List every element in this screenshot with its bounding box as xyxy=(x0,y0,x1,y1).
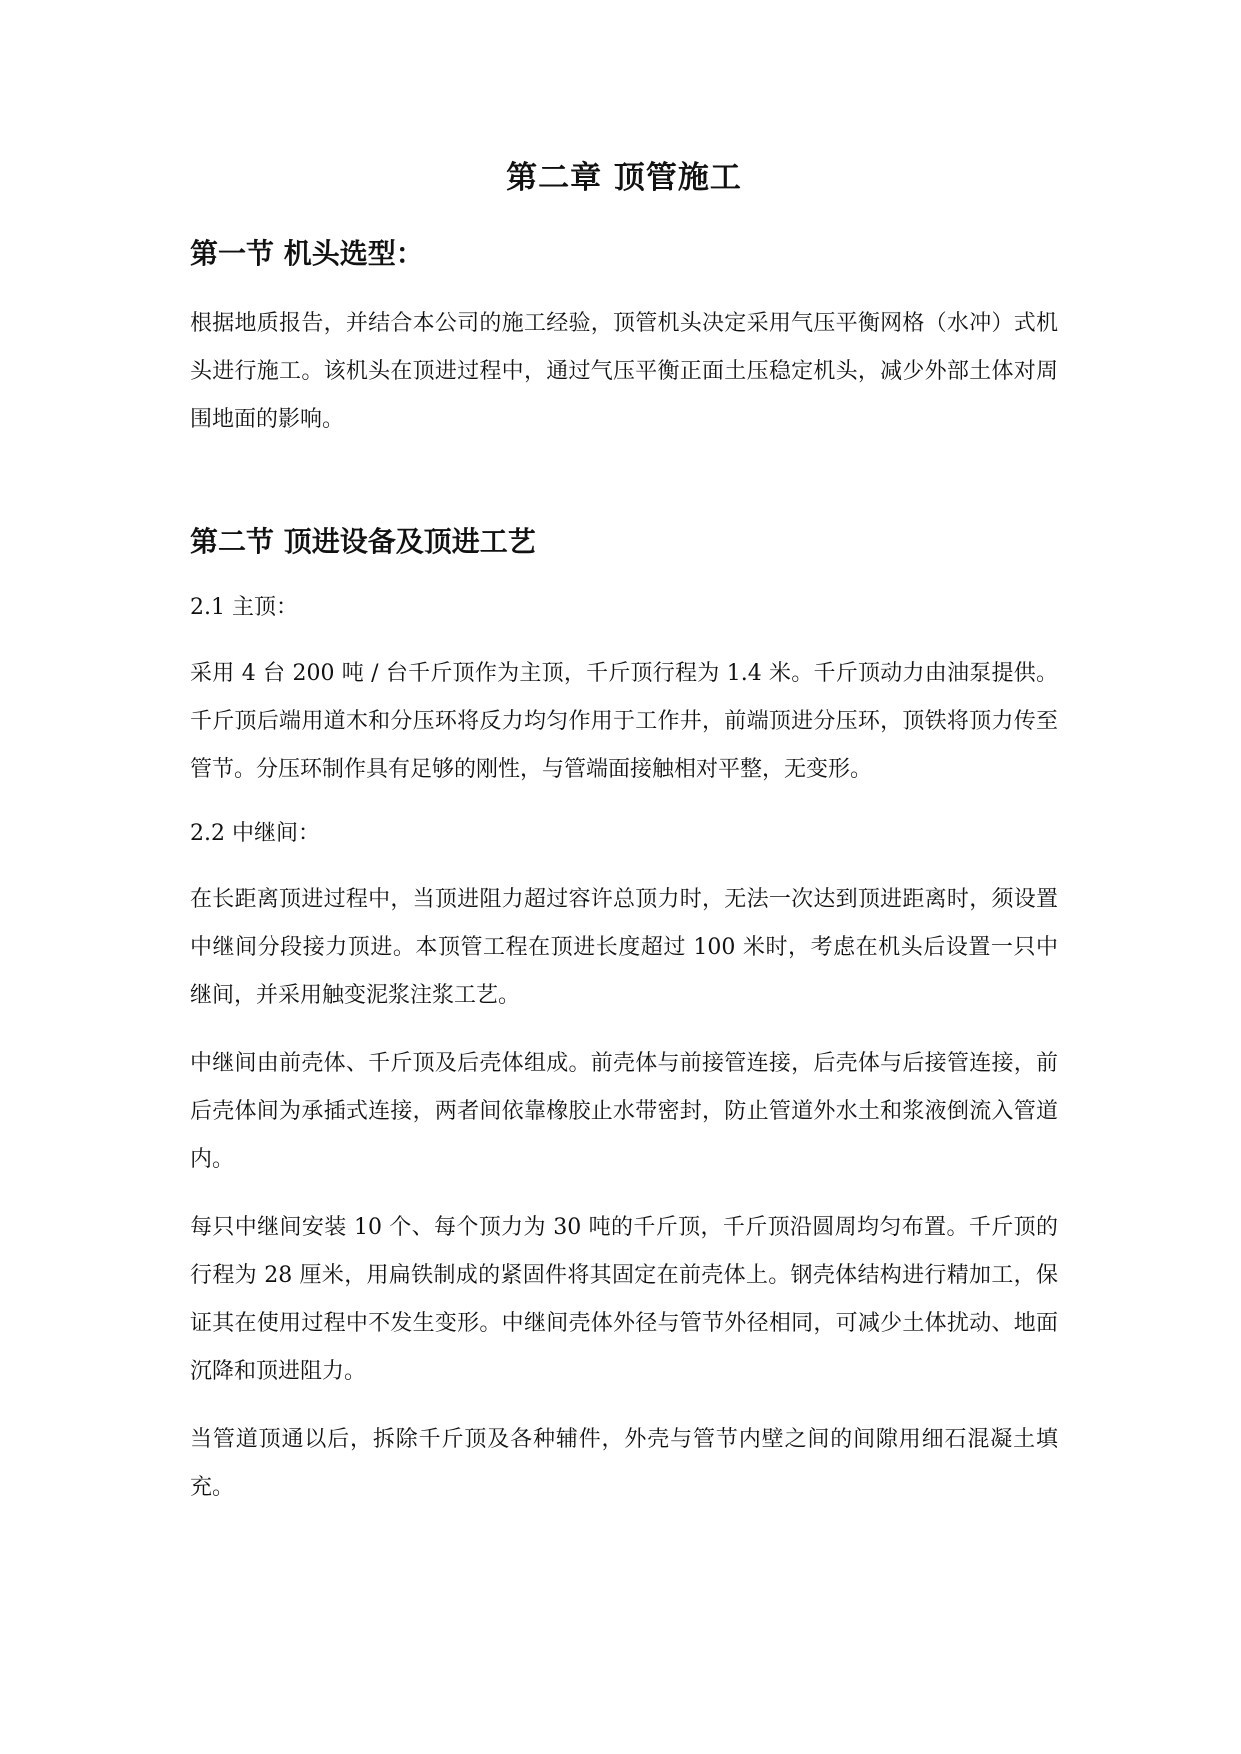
relay-station-paragraph: 在长距离顶进过程中，当顶进阻力超过容许总顶力时，无法一次达到顶进距离时，须设置中继间分段接力顶进。本顶管工程在顶进长度超过 100 米时，考虑在机头后设置一只中继间，并采用触变泥浆注浆工艺。 xyxy=(190,887,1058,1008)
main-jack-paragraph: 采用 4 台 200 吨 / 台千斤顶作为主顶，千斤顶行程为 1.4 米。千斤顶动力由油泵提供。千斤顶后端用道木和分压环将反力均匀作用于工作井，前端顶进分压环，顶铁将顶力传至管节。分压环制作具有足够的刚性，与管端面接触相对平整，无变形。 xyxy=(190,661,1058,782)
document-body xyxy=(190,158,1058,1532)
relay-station-paragraph: 当管道顶通以后，拆除千斤顶及各种辅件，外壳与管节内壁之间的间隙用细石混凝土填充。 xyxy=(190,1427,1058,1500)
chapter-title: 第二章 顶管施工 xyxy=(506,160,742,196)
relay-station-paragraph: 中继间由前壳体、千斤顶及后壳体组成。前壳体与前接管连接，后壳体与后接管连接，前后壳体间为承插式连接，两者间依靠橡胶止水带密封，防止管道外水土和浆液倒流入管道内。 xyxy=(190,1051,1058,1172)
section-1-paragraph: 根据地质报告，并结合本公司的施工经验，顶管机头决定采用气压平衡网格（水冲）式机头进行施工。该机头在顶进过程中，通过气压平衡正面土压稳定机头，减少外部土体对周围地面的影响。 xyxy=(190,311,1058,432)
subsection-title-relay-station: 2.2 中继间： xyxy=(190,821,320,846)
section-heading-1: 第一节 机头选型： xyxy=(190,237,424,270)
subsection-title-main-jack: 2.1 主顶： xyxy=(190,595,298,620)
relay-station-paragraph: 每只中继间安装 10 个、每个顶力为 30 吨的千斤顶，千斤顶沿圆周均匀布置。千斤顶的行程为 28 厘米，用扁铁制成的紧固件将其固定在前壳体上。钢壳体结构进行精加工，保证其在使用过程中不发生变形。中继间壳体外径与管节外径相同，可减少土体扰动、地面沉降和顶进阻力。 xyxy=(190,1215,1058,1384)
section-heading-2: 第二节 顶进设备及顶进工艺 xyxy=(190,525,536,558)
